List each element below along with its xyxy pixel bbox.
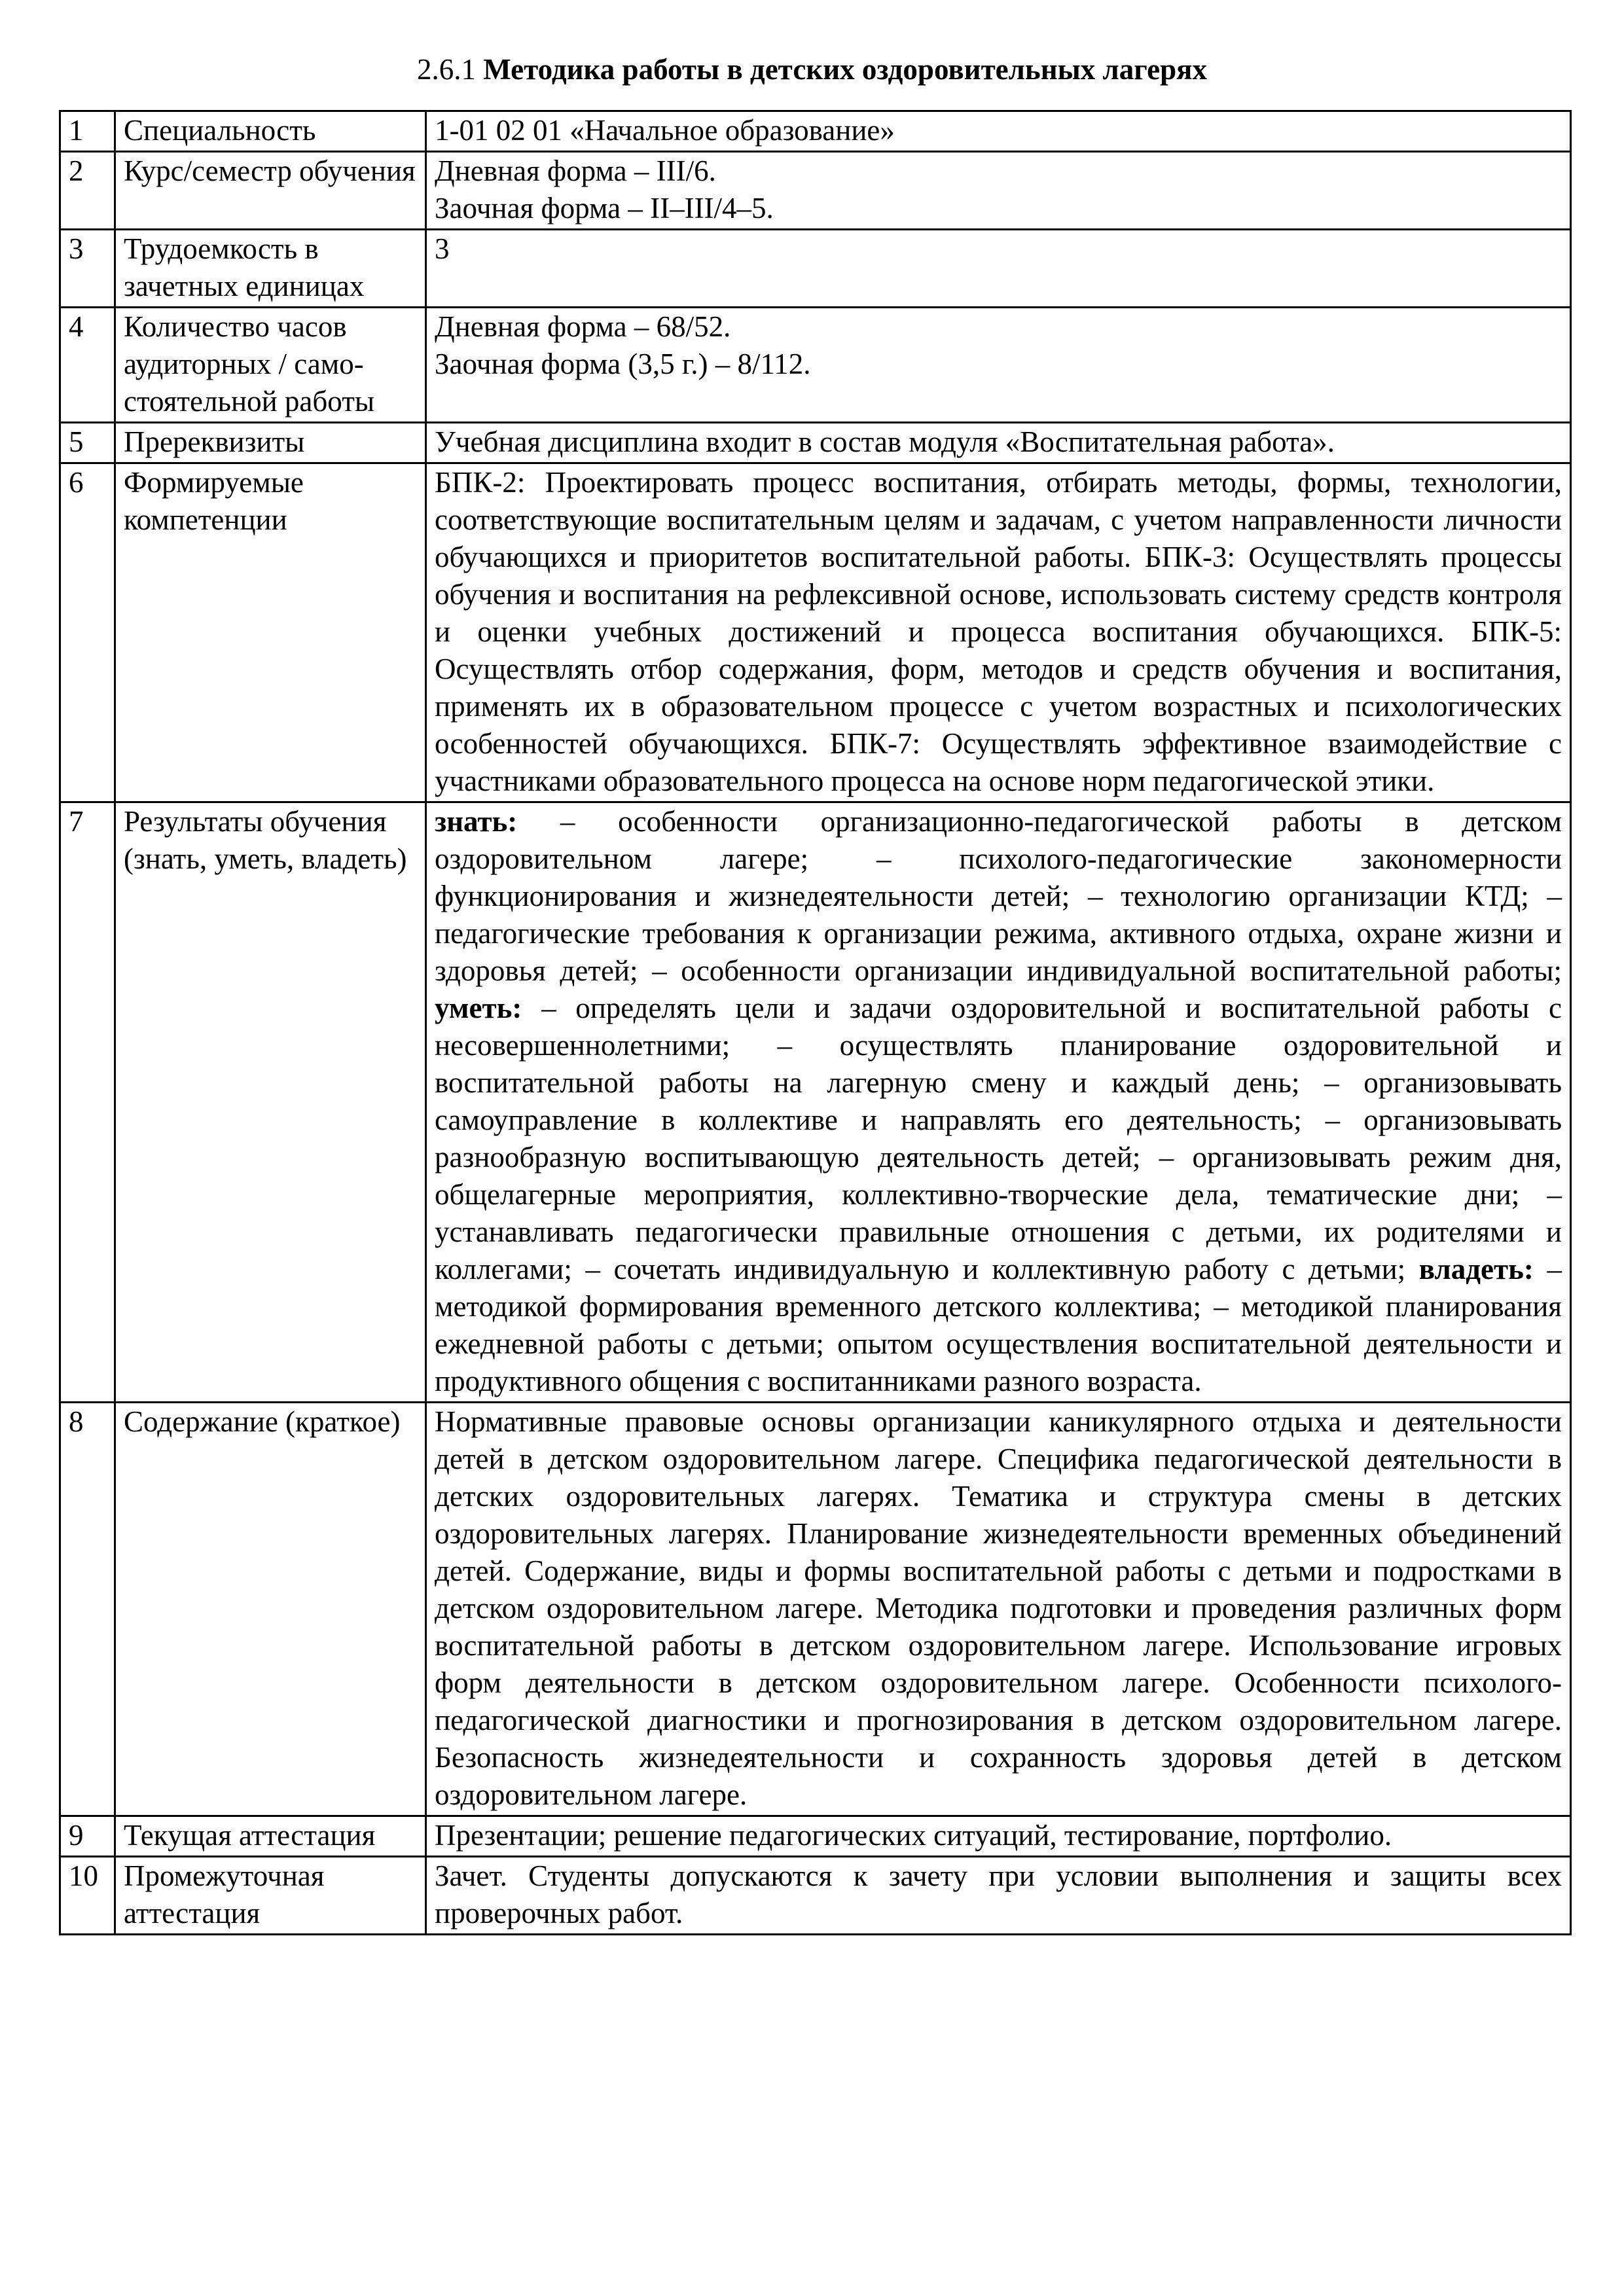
learning-outcomes [426, 802, 1571, 1403]
row-label: Содержание (краткое) [115, 1403, 426, 1816]
row-label: Пререквизиты [115, 423, 426, 463]
own-label: владеть: [1418, 1253, 1534, 1285]
table-row [60, 230, 1571, 308]
row-value-line: Дневная форма – III/6. [435, 154, 716, 187]
table-row [60, 1403, 1571, 1816]
row-label: Специальность [115, 111, 426, 152]
row-label: Текущая аттестация [115, 1816, 426, 1857]
row-number: 6 [60, 463, 115, 802]
content-text: Нормативные правовые основы организации каникулярного отдыха и деятельности детей в детском оздоровительном лагере. Специфика педагогической деятельности в детских оздоровительных лагерях. Тематика и структура смены в детских оздоровительных лагерях. Планирование жизнедеятельности временных объединений детей. Содержание, виды и формы воспитательной работы с детьми и подростками в детском оздоровительном лагере. Методика подготовки и проведения различных форм воспитательной работы в детском оздоровительном лагере. Использование игровых форм деятельности в детском оздоровительном лагере. Особенности психолого-педагогической диагностики и прогнозирования в детском оздоровительном лагере. Безопасность жизнедеятельности и сохранность здоровья детей в детском оздоровительном лагере. [426, 1403, 1571, 1816]
row-number: 10 [60, 1857, 115, 1935]
row-value [426, 152, 1571, 230]
row-value: Зачет. Студенты допускаются к зачету при условии выполнения и защиты всех проверочных работ. [426, 1857, 1571, 1935]
table-row [60, 802, 1571, 1403]
row-number: 4 [60, 308, 115, 423]
table-row [60, 152, 1571, 230]
table-row [60, 1857, 1571, 1935]
row-value: 3 [426, 230, 1571, 308]
table-row [60, 423, 1571, 463]
can-label: уметь: [435, 992, 522, 1024]
row-label: Результаты обучения (знать, уметь, владеть) [115, 802, 426, 1403]
row-number: 8 [60, 1403, 115, 1816]
section-title: Методика работы в детских оздоровительных лагерях [483, 53, 1207, 86]
row-value: Учебная дисциплина входит в состав модуля «Воспитательная работа». [426, 423, 1571, 463]
page-title [59, 50, 1565, 89]
row-number: 3 [60, 230, 115, 308]
row-label: Промежуточная аттестация [115, 1857, 426, 1935]
row-number: 7 [60, 802, 115, 1403]
know-text: – особенности организационно-педагогической работы в детском оздоровительном лагере; – психолого-педагогические закономерности функционирования и жизнедеятельности детей; – технологию организации КТД; – педагогические требования к организации режима, активного отдыха, охране жизни и здоровья детей; – особенности организации индивидуальной воспитательной работы; [435, 805, 1562, 987]
know-label: знать: [435, 805, 518, 838]
row-number: 9 [60, 1816, 115, 1857]
row-label: Трудоемкость в зачетных единицах [115, 230, 426, 308]
row-value [426, 308, 1571, 423]
row-number: 1 [60, 111, 115, 152]
row-number: 2 [60, 152, 115, 230]
competencies-text: БПК-2: Проектировать процесс воспитания, отбирать методы, формы, технологии, соответствующие воспитательным целям и задачам, с учетом направленности личности обучающихся и приоритетов воспитательной работы. БПК-3: Осуществлять процессы обучения и воспитания на рефлексивной основе, использовать систему средств контроля и оценки учебных достижений и процесса воспитания обучающихся. БПК-5: Осуществлять отбор содержания, форм, методов и средств обучения и воспитания, применять их в образовательном процессе с учетом возрастных и психологических особенностей обучающихся. БПК-7: Осуществлять эффективное взаимодействие с участниками образовательного процесса на основе норм педагогической этики. [426, 463, 1571, 802]
row-label: Курс/семестр обучения [115, 152, 426, 230]
table-row [60, 1816, 1571, 1857]
row-value: Презентации; решение педагогических ситуаций, тестирование, портфолио. [426, 1816, 1571, 1857]
discipline-table [59, 110, 1572, 1935]
row-label: Формируемые компетенции [115, 463, 426, 802]
can-text: – определять цели и задачи оздоровительной и воспитательной работы с несовершеннолетними; – осуществлять планирование оздоровительной и воспитательной работы на лагерную смену и каждый день; – организовывать самоуправление в коллективе и направлять его деятельность; – организовывать разнообразную воспитывающую деятельность детей; – организовывать режим дня, общелагерные мероприятия, коллективно-творческие дела, тематические дни; – устанавливать педагогически правильные отношения с детьми, их родителями и коллегами; – сочетать индивидуальную и коллективную работу с детьми; [435, 992, 1562, 1285]
row-value: 1-01 02 01 «Начальное образование» [426, 111, 1571, 152]
own-text: – методикой формирования временного детского коллектива; – методикой планирования ежедневной работы с детьми; опытом осуществления воспитательной деятельности и продуктивного общения с воспитанниками разного возраста. [435, 1253, 1562, 1397]
table-row [60, 308, 1571, 423]
row-label: Количество часов аудиторных / само-стоятельной работы [115, 308, 426, 423]
row-value-line: Заочная форма (3,5 г.) – 8/112. [435, 348, 811, 380]
section-number: 2.6.1 [417, 53, 477, 86]
row-value-line: Заочная форма – II–III/4–5. [435, 192, 774, 224]
row-number: 5 [60, 423, 115, 463]
table-row [60, 463, 1571, 802]
table-row [60, 111, 1571, 152]
row-value-line: Дневная форма – 68/52. [435, 310, 731, 343]
